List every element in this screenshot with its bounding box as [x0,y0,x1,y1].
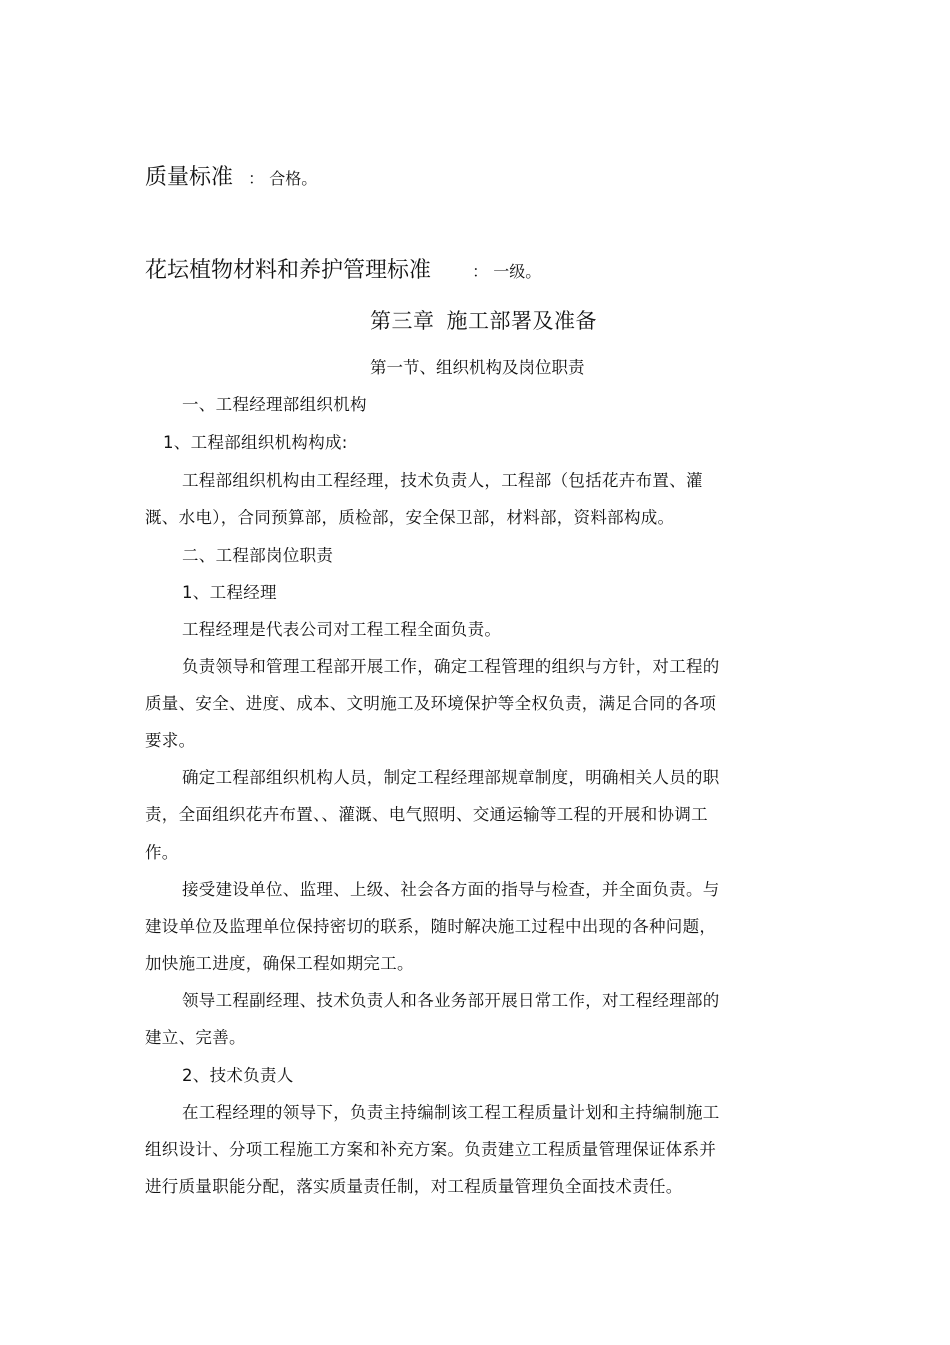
flowerbed-standard-label: 花坛植物材料和养护管理标准 [145,258,432,283]
heading-job-duties: 二、工程部岗位职责 [182,546,334,565]
paragraph-line: 要求。 [145,731,196,750]
flowerbed-standard-line [145,258,541,284]
quality-standard-label: 质量标准 [145,165,234,190]
quality-standard-separator: ： [248,169,265,188]
paragraph-line: 负责领导和管理工程部开展工作，确定工程管理的组织与方针，对工程的 [182,657,720,676]
paragraph-line: 工程部组织机构由工程经理，技术负责人，工程部（包括花卉布置、灌 [182,471,703,490]
paragraph-line: 领导工程副经理、技术负责人和各业务部开展日常工作，对工程经理部的 [182,991,720,1010]
paragraph-line: 溉、水电），合同预算部，质检部，安全保卫部，材料部，资料部构成。 [145,508,675,527]
paragraph-line: 接受建设单位、监理、上级、社会各方面的指导与检查，并全面负责。与 [182,880,720,899]
quality-standard-value: 合格。 [269,169,318,188]
paragraph-line: 质量、安全、进度、成本、文明施工及环境保护等全权负责，满足合同的各项 [145,694,717,713]
heading-org-structure: 一、工程经理部组织机构 [182,395,367,414]
section-heading: 第一节、组织机构及岗位职责 [370,358,585,377]
paragraph-line: 责，全面组织花卉布置、、灌溉、电气照明、交通运输等工程的开展和协调工 [145,805,708,824]
paragraph-line: 作。 [145,843,179,862]
paragraph-line: 组织设计、分项工程施工方案和补充方案。负责建立工程质量管理保证体系并 [145,1140,717,1159]
subheading-org-composition: 1、工程部组织机构构成: [163,433,348,452]
chapter-title: 施工部署及准备 [446,309,597,333]
paragraph-line: 在工程经理的领导下，负责主持编制该工程工程质量计划和主持编制施工 [182,1103,720,1122]
paragraph-line: 确定工程部组织机构人员，制定工程经理部规章制度，明确相关人员的职 [182,768,720,787]
paragraph-line: 工程经理是代表公司对工程工程全面负责。 [182,620,502,639]
paragraph-line: 进行质量职能分配，落实质量责任制，对工程质量管理负全面技术责任。 [145,1177,683,1196]
paragraph-line: 建立、完善。 [145,1028,246,1047]
paragraph-line: 加快施工进度，确保工程如期完工。 [145,954,414,973]
flowerbed-standard-separator: ： [472,262,489,281]
paragraph-line: 建设单位及监理单位保持密切的联系，随时解决施工过程中出现的各种问题， [145,917,717,936]
subheading-technical-lead: 2、技术负责人 [182,1066,294,1085]
flowerbed-standard-value: 一级。 [493,262,542,281]
quality-standard-line [145,165,317,191]
chapter-heading [370,308,597,334]
subheading-project-manager: 1、工程经理 [182,583,277,602]
chapter-number: 第三章 [370,309,435,333]
